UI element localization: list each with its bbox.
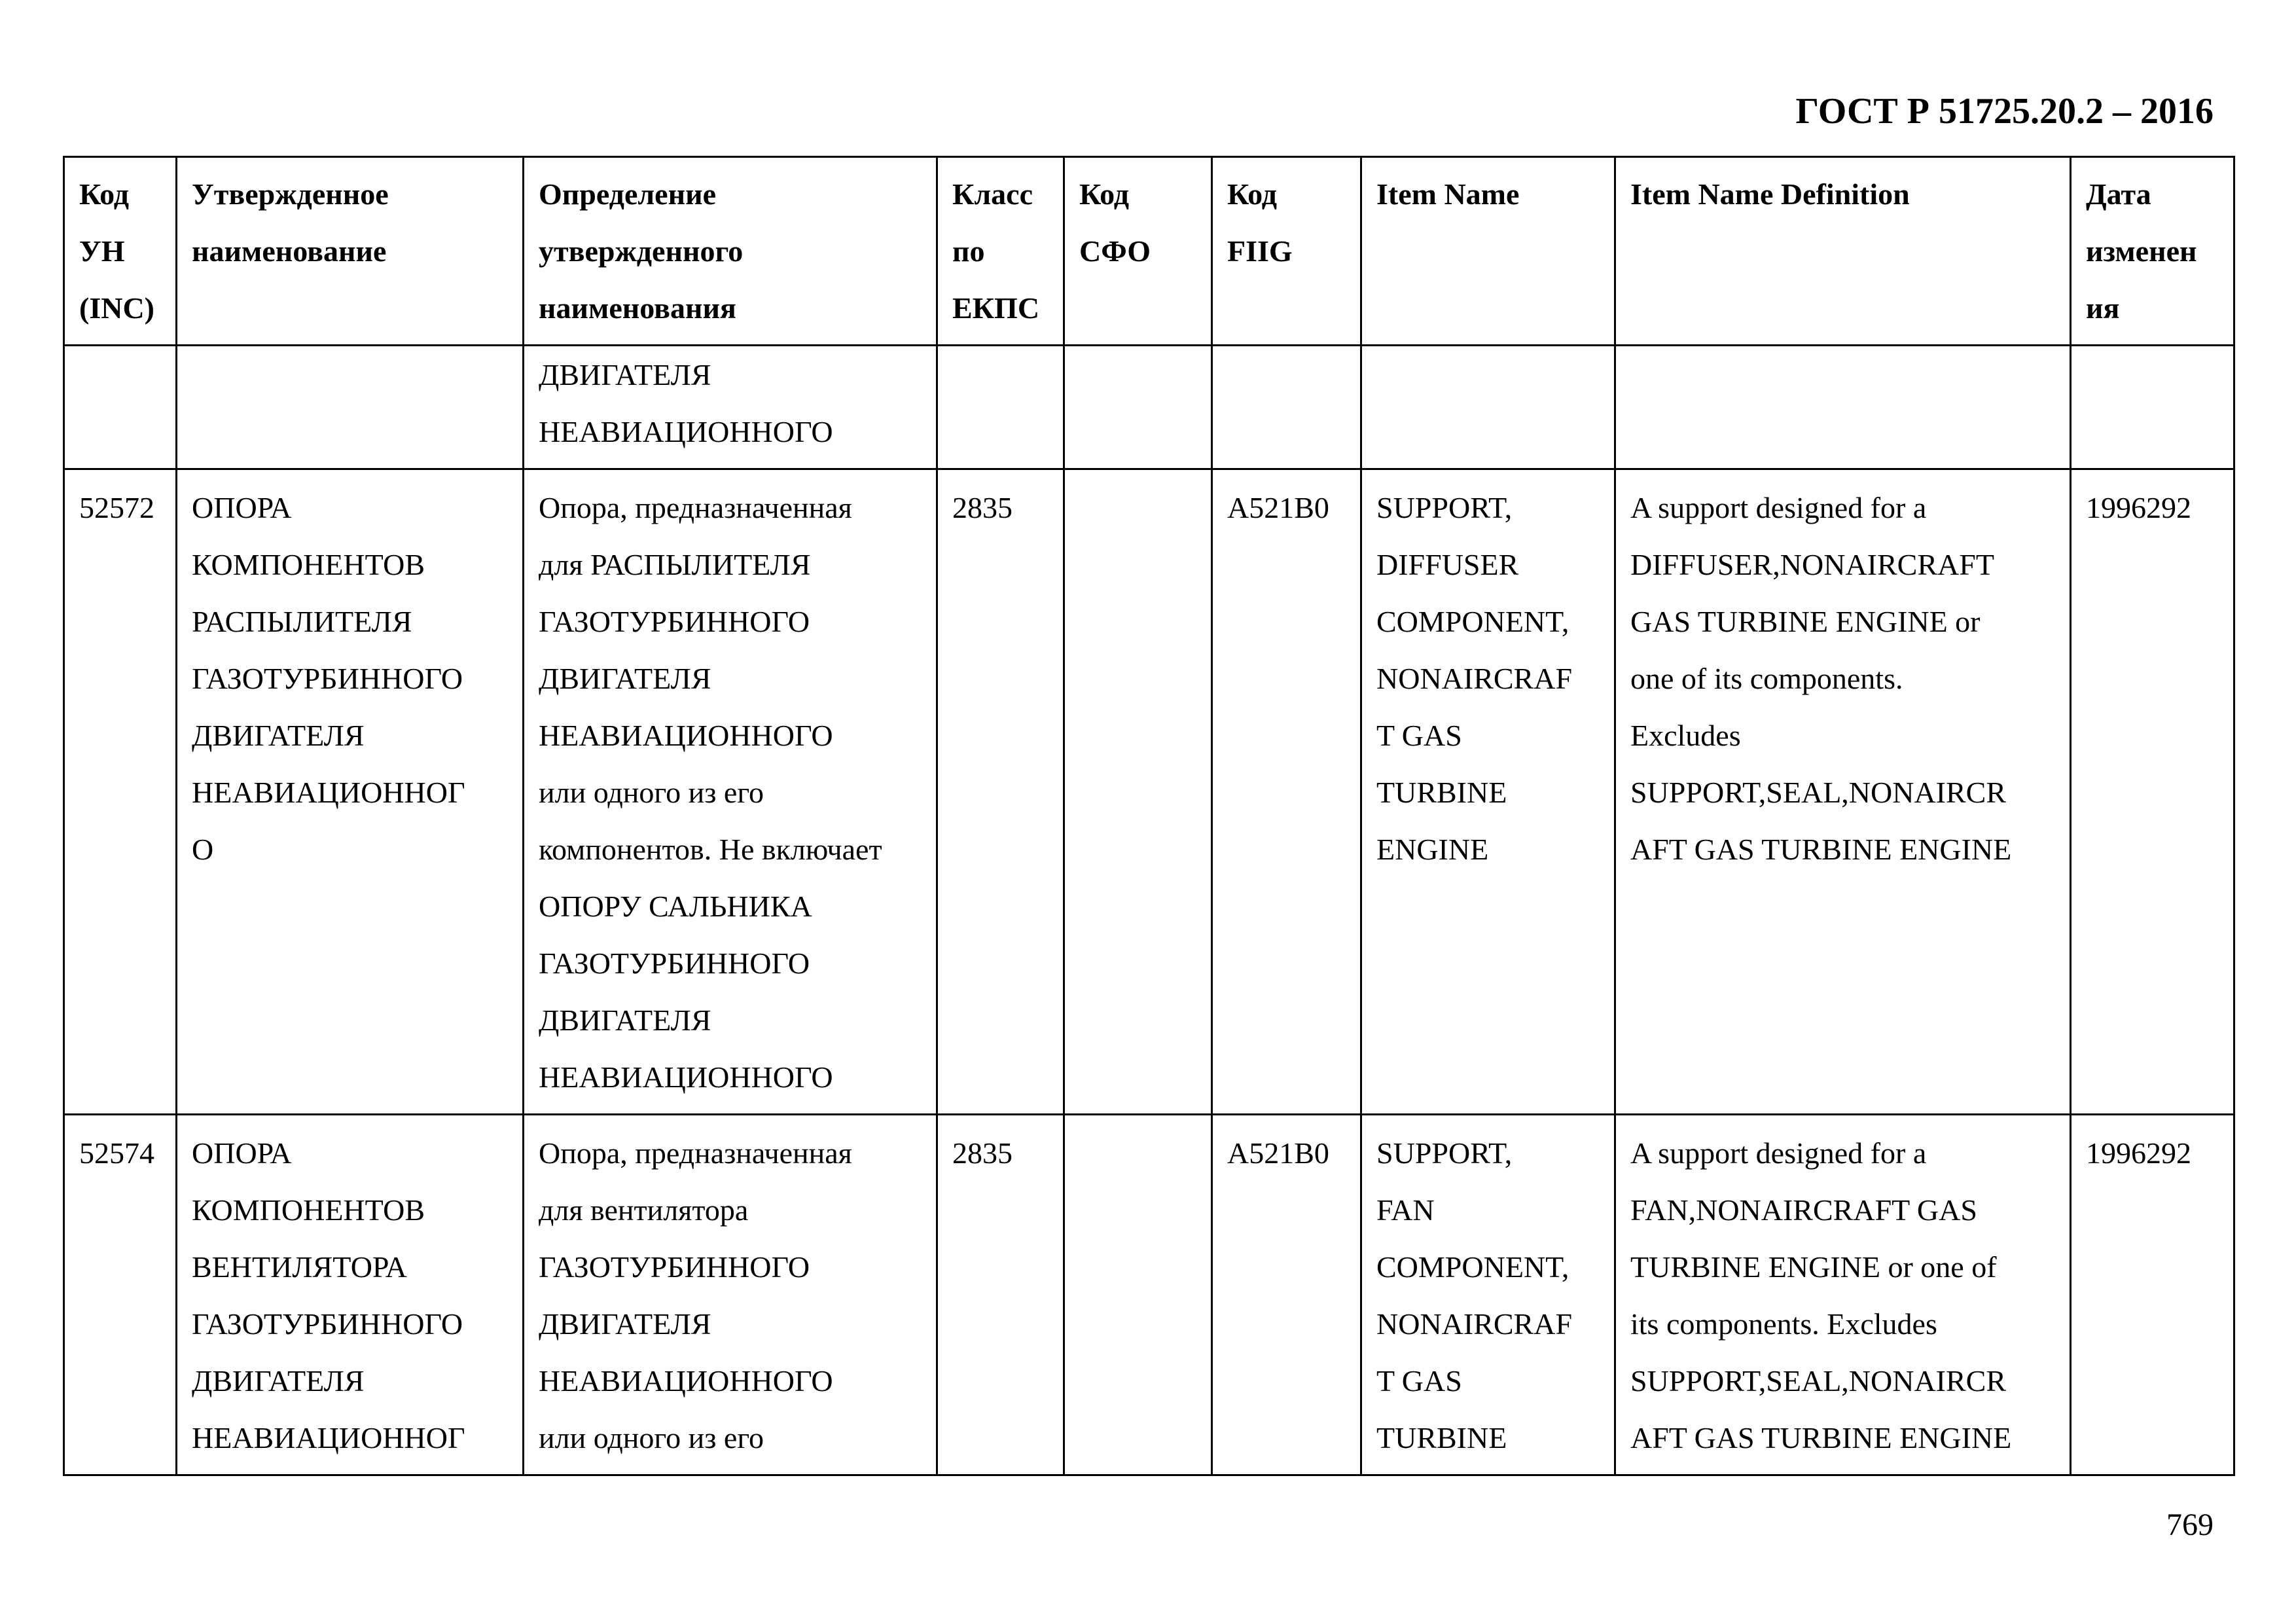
cell-text-line: ВЕНТИЛЯТОРА (192, 1250, 407, 1284)
cell-text-line: ДВИГАТЕЛЯ (192, 1364, 365, 1398)
cell-text-line: наименование (192, 234, 387, 268)
cell-text-line: Опора, предназначенная (539, 1136, 852, 1170)
cell-definition (524, 1115, 937, 1475)
cell-text-line: SUPPORT,SEAL,NONAIRCR (1630, 776, 2007, 809)
cell-text-line: компонентов. Не включает (539, 833, 882, 866)
cell-text-line: SUPPORT,SEAL,NONAIRCR (1630, 1364, 2007, 1398)
column-header-sfo (1064, 157, 1212, 346)
cell-text-line: ГАЗОТУРБИННОГО (192, 662, 463, 695)
cell-text-line: или одного из его (539, 776, 764, 809)
cell-approved-name (177, 346, 524, 469)
cell-text-line: НЕАВИАЦИОННОГО (539, 719, 833, 752)
cell-inc (64, 1115, 177, 1475)
cell-text-line: ДВИГАТЕЛЯ (539, 1003, 711, 1037)
cell-text-line: ия (2086, 291, 2120, 325)
cell-change-date (2071, 469, 2234, 1115)
cell-text-line: A521B0 (1227, 1136, 1329, 1170)
cell-text-line: A support designed for a (1630, 491, 1927, 524)
cell-text-line: РАСПЫЛИТЕЛЯ (192, 605, 412, 638)
cell-text-line: its components. Excludes (1630, 1307, 1937, 1341)
cell-fiig (1212, 1115, 1361, 1475)
cell-text-line: КОМПОНЕНТОВ (192, 1193, 425, 1227)
cell-text-line: Код (79, 177, 130, 211)
column-header-approved-name (177, 157, 524, 346)
cell-text-line: DIFFUSER,NONAIRCRAFT (1630, 548, 1994, 581)
cell-text-line: СФО (1079, 234, 1151, 268)
cell-text-line: Опора, предназначенная (539, 491, 852, 524)
cell-inc (64, 346, 177, 469)
cell-text-line: 52574 (79, 1136, 154, 1170)
cell-text-line: Дата (2086, 177, 2151, 211)
cell-text-line: one of its components. (1630, 662, 1903, 695)
cell-text-line: Утвержденное (192, 177, 389, 211)
cell-item-name (1361, 346, 1615, 469)
table-header-row (64, 157, 2234, 346)
cell-text-line: COMPONENT, (1376, 1250, 1570, 1284)
cell-text-line: ДВИГАТЕЛЯ (539, 1307, 711, 1341)
cell-text-line: 1996292 (2086, 491, 2191, 524)
cell-fiig (1212, 469, 1361, 1115)
cell-item-name-definition (1615, 469, 2071, 1115)
cell-text-line: ОПОРА (192, 1136, 292, 1170)
cell-text-line: FAN (1376, 1193, 1435, 1227)
cell-definition (524, 346, 937, 469)
cell-fiig (1212, 346, 1361, 469)
table-row (64, 1115, 2234, 1475)
cell-sfo (1064, 346, 1212, 469)
cell-text-line: FIIG (1227, 234, 1293, 268)
column-header-inc (64, 157, 177, 346)
cell-text-line: Класс (952, 177, 1033, 211)
cell-text-line: NONAIRCRAF (1376, 662, 1573, 695)
page-number: 769 (2166, 1507, 2214, 1542)
column-header-item-name (1361, 157, 1615, 346)
cell-item-name-definition (1615, 1115, 2071, 1475)
cell-text-line: для РАСПЫЛИТЕЛЯ (539, 548, 811, 581)
cell-text-line: T GAS (1376, 1364, 1462, 1398)
cell-text-line: по (952, 234, 985, 268)
cell-approved-name (177, 469, 524, 1115)
cell-text-line: Определение (539, 177, 717, 211)
document-header: ГОСТ Р 51725.20.2 – 2016 (1795, 91, 2214, 132)
cell-text-line: GAS TURBINE ENGINE or (1630, 605, 1981, 638)
cell-text-line: НЕАВИАЦИОННОГО (539, 1364, 833, 1398)
cell-text-line: 52572 (79, 491, 154, 524)
cell-text-line: ДВИГАТЕЛЯ (539, 358, 711, 391)
cell-sfo (1064, 469, 1212, 1115)
cell-text-line: ОПОРА (192, 491, 292, 524)
cell-text-line: изменен (2086, 234, 2197, 268)
table-row (64, 469, 2234, 1115)
cell-inc (64, 469, 177, 1115)
cell-text-line: НЕАВИАЦИОННОГО (539, 1060, 833, 1094)
cell-item-name (1361, 469, 1615, 1115)
cell-text-line: AFT GAS TURBINE ENGINE (1630, 1421, 2012, 1454)
cell-text-line: Excludes (1630, 719, 1741, 752)
cell-text-line: FAN,NONAIRCRAFT GAS (1630, 1193, 1977, 1227)
cell-class (937, 1115, 1064, 1475)
column-header-fiig (1212, 157, 1361, 346)
cell-change-date (2071, 346, 2234, 469)
cell-text-line: 1996292 (2086, 1136, 2191, 1170)
cell-text-line: ГАЗОТУРБИННОГО (539, 1250, 810, 1284)
cell-text-line: или одного из его (539, 1421, 764, 1454)
cell-text-line: УН (79, 234, 125, 268)
cell-change-date (2071, 1115, 2234, 1475)
cell-text-line: 2835 (952, 1136, 1013, 1170)
cell-item-name (1361, 1115, 1615, 1475)
cell-text-line: для вентилятора (539, 1193, 749, 1227)
cell-text-line: ГАЗОТУРБИННОГО (539, 947, 810, 980)
cell-text-line: T GAS (1376, 719, 1462, 752)
cell-text-line: 2835 (952, 491, 1013, 524)
cell-text-line: COMPONENT, (1376, 605, 1570, 638)
cell-definition (524, 469, 937, 1115)
cell-text-line: ГАЗОТУРБИННОГО (192, 1307, 463, 1341)
cell-text-line: Код (1079, 177, 1130, 211)
cell-text-line: Код (1227, 177, 1278, 211)
cell-text-line: DIFFUSER (1376, 548, 1519, 581)
cell-text-line: О (192, 833, 214, 866)
cell-class (937, 469, 1064, 1115)
cell-text-line: SUPPORT, (1376, 1136, 1513, 1170)
cell-text-line: Item Name (1376, 177, 1520, 211)
cell-text-line: НЕАВИАЦИОННОГ (192, 776, 465, 809)
cell-text-line: наименования (539, 291, 736, 325)
cell-text-line: НЕАВИАЦИОННОГ (192, 1421, 465, 1454)
cell-text-line: SUPPORT, (1376, 491, 1513, 524)
cell-text-line: TURBINE ENGINE or one of (1630, 1250, 1997, 1284)
cell-text-line: КОМПОНЕНТОВ (192, 548, 425, 581)
cell-text-line: ОПОРУ САЛЬНИКА (539, 890, 812, 923)
cell-item-name-definition (1615, 346, 2071, 469)
cell-approved-name (177, 1115, 524, 1475)
cell-sfo (1064, 1115, 1212, 1475)
cell-class (937, 346, 1064, 469)
cell-text-line: НЕАВИАЦИОННОГО (539, 415, 833, 448)
cell-text-line: ДВИГАТЕЛЯ (192, 719, 365, 752)
cell-text-line: TURBINE (1376, 1421, 1507, 1454)
cell-text-line: утвержденного (539, 234, 744, 268)
cell-text-line: TURBINE (1376, 776, 1507, 809)
cell-text-line: ДВИГАТЕЛЯ (539, 662, 711, 695)
column-header-change-date (2071, 157, 2234, 346)
cell-text-line: AFT GAS TURBINE ENGINE (1630, 833, 2012, 866)
table-row (64, 346, 2234, 469)
nomenclature-table (63, 156, 2235, 1476)
cell-text-line: (INC) (79, 291, 154, 325)
column-header-item-name-definition (1615, 157, 2071, 346)
cell-text-line: A support designed for a (1630, 1136, 1927, 1170)
cell-text-line: A521B0 (1227, 491, 1329, 524)
cell-text-line: ГАЗОТУРБИННОГО (539, 605, 810, 638)
cell-text-line: ENGINE (1376, 833, 1489, 866)
cell-text-line: NONAIRCRAF (1376, 1307, 1573, 1341)
column-header-definition (524, 157, 937, 346)
cell-text-line: Item Name Definition (1630, 177, 1910, 211)
cell-text-line: ЕКПС (952, 291, 1040, 325)
column-header-class (937, 157, 1064, 346)
